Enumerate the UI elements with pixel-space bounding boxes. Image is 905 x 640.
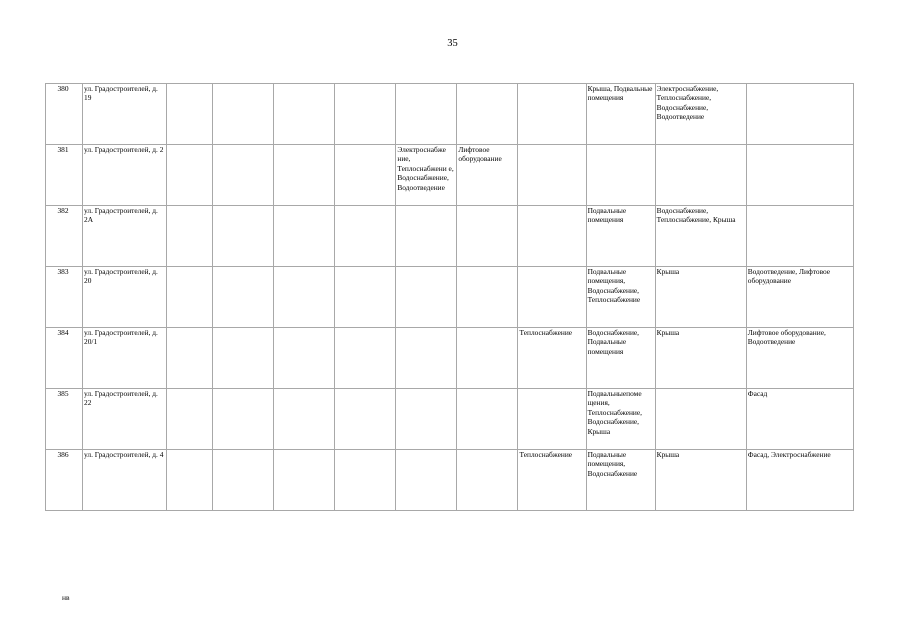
table-cell [457, 267, 518, 328]
empty-cell [274, 145, 335, 206]
table-row [46, 389, 854, 450]
empty-cell [335, 450, 396, 511]
table-cell [746, 206, 853, 267]
empty-cell [167, 328, 213, 389]
empty-cell [274, 84, 335, 145]
empty-cell [274, 267, 335, 328]
row-number-cell: 380 [46, 84, 83, 145]
empty-cell [213, 389, 274, 450]
table-cell [586, 145, 655, 206]
address-cell: ул. Градостроителей, д. 20 [83, 267, 167, 328]
table-row [46, 145, 854, 206]
table-cell [518, 145, 586, 206]
table-row [46, 84, 854, 145]
table-cell: Крыша [655, 328, 746, 389]
empty-cell [213, 145, 274, 206]
table-cell [396, 450, 457, 511]
table-cell: Крыша [655, 450, 746, 511]
table-row [46, 267, 854, 328]
address-cell: ул. Градостроителей, д. 19 [83, 84, 167, 145]
table-cell: Фасад, Электроснабжение [746, 450, 853, 511]
table-row [46, 450, 854, 511]
empty-cell [167, 84, 213, 145]
table-row [46, 328, 854, 389]
empty-cell [335, 84, 396, 145]
table-cell: Водоснабжение, Теплоснабжение, Крыша [655, 206, 746, 267]
table-cell [518, 389, 586, 450]
row-number-cell: 381 [46, 145, 83, 206]
table-cell [457, 389, 518, 450]
empty-cell [335, 328, 396, 389]
table-cell: Водоснабжение, Подвальные помещения [586, 328, 655, 389]
table-cell [457, 84, 518, 145]
table-cell [746, 145, 853, 206]
empty-cell [274, 389, 335, 450]
empty-cell [335, 389, 396, 450]
footer-mark: нв [62, 593, 70, 602]
table-cell: Электроснабже ние, Теплоснабжени е, Водоснабжение, Водоотведение [396, 145, 457, 206]
address-cell: ул. Градостроителей, д. 2А [83, 206, 167, 267]
table-cell [396, 84, 457, 145]
table-cell: Подвальные помещения [586, 206, 655, 267]
table-cell [457, 450, 518, 511]
row-number-cell: 384 [46, 328, 83, 389]
row-number-cell: 383 [46, 267, 83, 328]
repair-schedule-table [45, 83, 854, 511]
empty-cell [167, 389, 213, 450]
address-cell: ул. Градостроителей, д. 4 [83, 450, 167, 511]
table-cell: Подвальные помещения, Водоснабжение, Теплоснабжение [586, 267, 655, 328]
row-number-cell: 386 [46, 450, 83, 511]
empty-cell [213, 267, 274, 328]
empty-cell [335, 145, 396, 206]
table-row [46, 206, 854, 267]
table-cell [655, 145, 746, 206]
empty-cell [167, 450, 213, 511]
table-cell: Электроснабжение, Теплоснабжение, Водоснабжение, Водоотведение [655, 84, 746, 145]
empty-cell [213, 450, 274, 511]
table-cell: Водоотведение, Лифтовое оборудование [746, 267, 853, 328]
row-number-cell: 382 [46, 206, 83, 267]
table-cell: Фасад [746, 389, 853, 450]
empty-cell [335, 206, 396, 267]
table-cell [396, 389, 457, 450]
table-cell: Лифтовое оборудование [457, 145, 518, 206]
empty-cell [213, 328, 274, 389]
empty-cell [335, 267, 396, 328]
table-cell: Лифтовое оборудование, Водоотведение [746, 328, 853, 389]
table-cell [457, 206, 518, 267]
table-cell [396, 206, 457, 267]
empty-cell [274, 328, 335, 389]
table-cell: Теплоснабжение [518, 328, 586, 389]
table-cell: Подвальные помещения, Водоснабжение [586, 450, 655, 511]
table-cell: Крыша, Подвальные помещения [586, 84, 655, 145]
empty-cell [167, 267, 213, 328]
address-cell: ул. Градостроителей, д. 22 [83, 389, 167, 450]
address-cell: ул. Градостроителей, д. 2 [83, 145, 167, 206]
table-cell [518, 206, 586, 267]
table-cell: Крыша [655, 267, 746, 328]
table-cell [518, 84, 586, 145]
page-number: 35 [447, 38, 458, 49]
table-body [46, 84, 854, 511]
empty-cell [167, 206, 213, 267]
row-number-cell: 385 [46, 389, 83, 450]
empty-cell [274, 206, 335, 267]
empty-cell [274, 450, 335, 511]
address-cell: ул. Градостроителей, д. 20/1 [83, 328, 167, 389]
table-cell: Подвальныепоме щения, Теплоснабжение, Водоснабжение, Крыша [586, 389, 655, 450]
empty-cell [213, 206, 274, 267]
table-cell [457, 328, 518, 389]
table-cell [518, 267, 586, 328]
table-cell [655, 389, 746, 450]
empty-cell [167, 145, 213, 206]
empty-cell [213, 84, 274, 145]
table-cell [396, 328, 457, 389]
table-cell [396, 267, 457, 328]
table-cell: Теплоснабжение [518, 450, 586, 511]
table-cell [746, 84, 853, 145]
